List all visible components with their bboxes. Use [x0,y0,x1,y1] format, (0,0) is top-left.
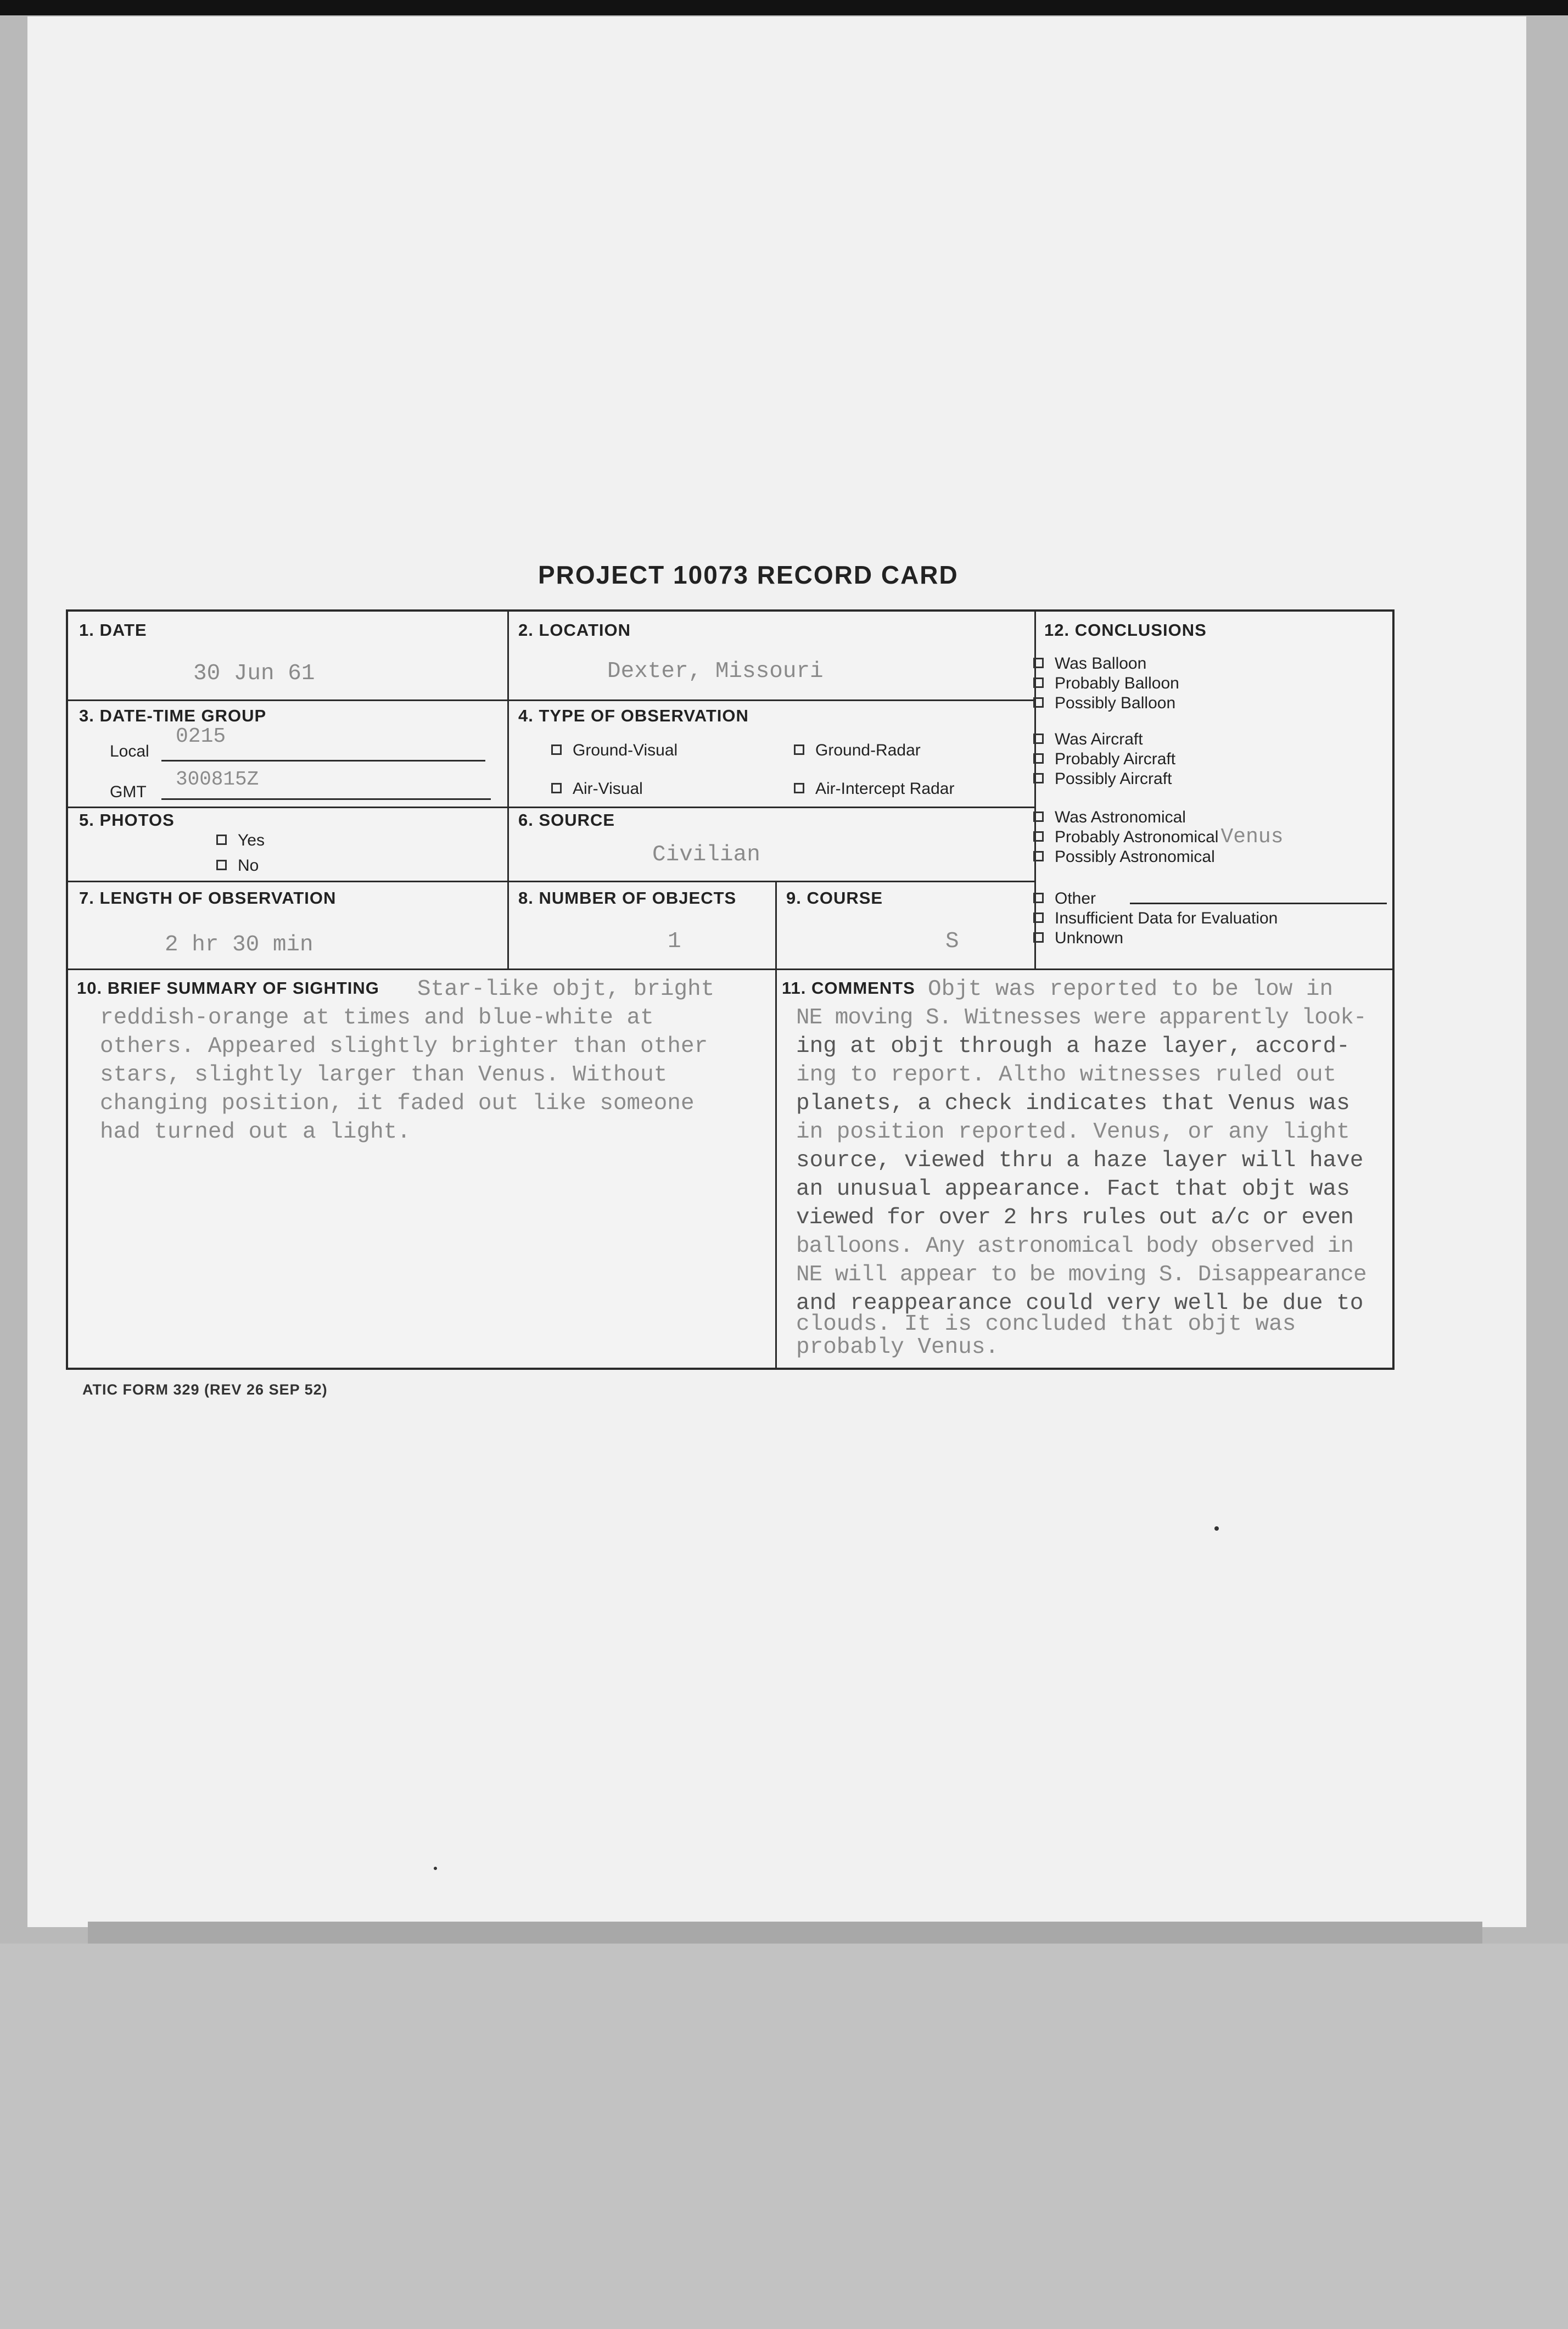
ground-visual-option[interactable]: Ground-Visual [551,741,677,760]
scan-top-edge [0,0,1568,15]
air-visual-checkbox[interactable] [551,783,562,793]
summary-label: 10. BRIEF SUMMARY OF SIGHTING [77,978,379,998]
conclusion-option[interactable]: Was Astronomical [1033,808,1186,827]
divider [775,881,777,1368]
conclusions-label: 12. CONCLUSIONS [1044,620,1207,640]
checkbox-icon[interactable] [1033,658,1044,668]
photos-no-checkbox[interactable] [216,860,227,870]
record-card [66,609,1395,1370]
scan-background [0,1944,1568,2329]
photos-no-option[interactable]: No [216,856,259,875]
gmt-value: 300815Z [176,768,259,791]
source-value: Civilian [652,842,760,867]
location-label: 2. LOCATION [518,620,631,640]
sheet-shadow [88,1922,1482,1944]
checkbox-icon[interactable] [1033,697,1044,708]
checkbox-icon[interactable] [1033,912,1044,923]
checkbox-icon[interactable] [1033,773,1044,783]
divider [507,612,509,968]
length-value: 2 hr 30 min [165,932,313,958]
summary-line: changing position, it faded out like someone [100,1091,695,1116]
summary-line: stars, slightly larger than Venus. Without [100,1062,668,1088]
air-intercept-radar-checkbox[interactable] [794,783,804,793]
air-visual-option[interactable]: Air-Visual [551,780,643,798]
type-obs-label: 4. TYPE OF OBSERVATION [518,706,749,725]
course-value: S [945,929,959,954]
conclusion-option[interactable]: Possibly Astronomical [1033,848,1215,866]
comment-line: balloons. Any astronomical body observed in [796,1234,1353,1259]
conclusion-option[interactable]: Probably Aircraft [1033,750,1175,769]
checkbox-icon[interactable] [1033,811,1044,822]
dtg-label: 3. DATE-TIME GROUP [79,706,267,725]
photos-yes-checkbox[interactable] [216,835,227,845]
num-objects-value: 1 [668,929,681,954]
gmt-underline [161,798,491,800]
conclusion-option[interactable]: Insufficient Data for Evaluation [1033,909,1278,928]
card-title: PROJECT 10073 RECORD CARD [538,561,959,589]
photos-label: 5. PHOTOS [79,810,175,830]
comment-line: NE moving S. Witnesses were apparently look- [796,1005,1367,1031]
num-objects-label: 8. NUMBER OF OBJECTS [518,888,737,908]
date-value: 30 Jun 61 [193,661,315,686]
checkbox-icon[interactable] [1033,932,1044,943]
comment-line: viewed for over 2 hrs rules out a/c or even [796,1205,1353,1230]
summary-line: reddish-orange at times and blue-white at [100,1005,654,1031]
comment-line: planets, a check indicates that Venus was [796,1091,1350,1116]
checkbox-icon[interactable] [1033,851,1044,861]
comment-line: ing to report. Altho witnesses ruled out [796,1062,1337,1088]
conclusion-option[interactable]: Possibly Aircraft [1033,770,1172,788]
comment-line: probably Venus. [796,1335,999,1360]
conclusion-option[interactable]: Unknown [1033,929,1123,948]
comment-line: ing at objt through a haze layer, accord- [796,1034,1350,1059]
comment-line: Objt was reported to be low in [928,977,1334,1002]
checkbox-icon[interactable] [1033,753,1044,764]
source-label: 6. SOURCE [518,810,615,830]
air-intercept-radar-option[interactable]: Air-Intercept Radar [794,780,954,798]
divider [68,699,1034,701]
comment-line: an unusual appearance. Fact that objt was [796,1177,1350,1202]
conclusion-option[interactable]: Was Balloon [1033,654,1146,673]
conclusion-option[interactable]: Probably Astronomical Venus [1033,828,1284,847]
local-underline [161,760,485,762]
ground-radar-option[interactable]: Ground-Radar [794,741,921,760]
comment-line: in position reported. Venus, or any light [796,1119,1350,1145]
summary-line: Star-like objt, bright [417,977,715,1002]
venus-note: Venus [1220,825,1284,849]
comment-line: clouds. It is concluded that objt was [796,1312,1296,1337]
length-label: 7. LENGTH OF OBSERVATION [79,888,337,908]
ground-visual-checkbox[interactable] [551,744,562,755]
comment-line: NE will appear to be moving S. Disappearance [796,1262,1367,1287]
divider [68,968,1393,970]
date-label: 1. DATE [79,620,147,640]
summary-line: others. Appeared slightly brighter than other [100,1034,708,1059]
divider [68,807,1034,808]
conclusion-option[interactable]: Was Aircraft [1033,730,1143,749]
other-underline [1130,903,1387,904]
gmt-label: GMT [110,783,147,801]
comments-label: 11. COMMENTS [782,978,915,998]
speck [434,1867,437,1870]
summary-line: had turned out a light. [100,1119,411,1145]
checkbox-icon[interactable] [1033,893,1044,903]
form-number: ATIC FORM 329 (REV 26 SEP 52) [82,1381,328,1398]
comment-line: and reappearance could very well be due to [796,1291,1364,1316]
photos-yes-option[interactable]: Yes [216,831,265,850]
conclusion-option[interactable]: Possibly Balloon [1033,694,1175,713]
checkbox-icon[interactable] [1033,831,1044,842]
checkbox-icon[interactable] [1033,678,1044,688]
conclusion-option[interactable]: Other [1033,889,1096,908]
course-label: 9. COURSE [786,888,883,908]
speck [1214,1526,1219,1531]
comment-line: source, viewed thru a haze layer will have [796,1148,1364,1173]
local-value: 0215 [176,725,226,748]
checkbox-icon[interactable] [1033,734,1044,744]
conclusion-option[interactable]: Probably Balloon [1033,674,1179,693]
location-value: Dexter, Missouri [607,659,824,684]
local-label: Local [110,742,149,760]
ground-radar-checkbox[interactable] [794,744,804,755]
divider [68,881,1034,882]
